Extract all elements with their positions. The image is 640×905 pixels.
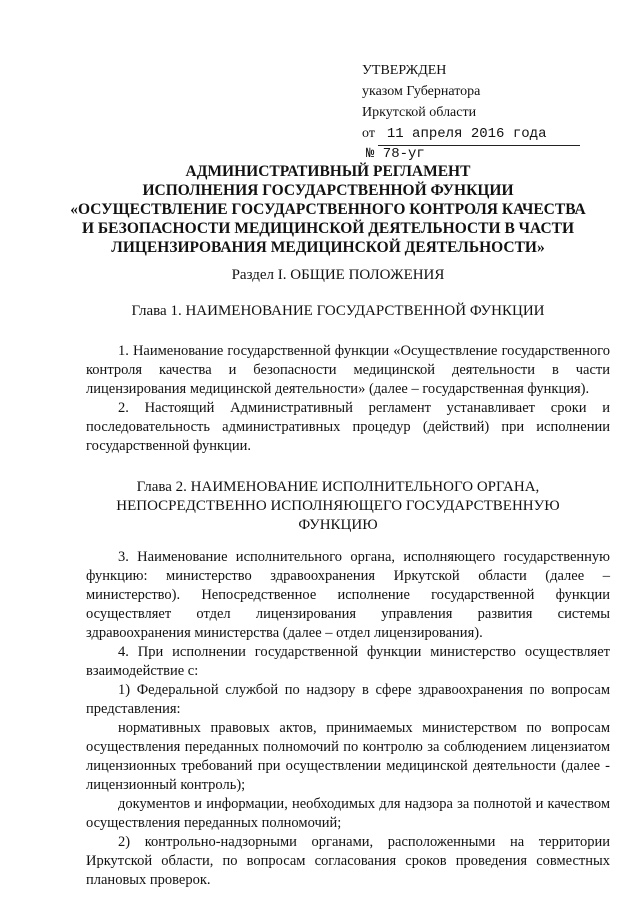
approval-stamp: [362, 60, 580, 165]
title-line: И БЕЗОПАСНОСТИ МЕДИЦИНСКОЙ ДЕЯТЕЛЬНОСТИ В ЧАСТИ: [81, 220, 575, 237]
title-line: АДМИНИСТРАТИВНЫЙ РЕГЛАМЕНТ: [185, 163, 471, 180]
paragraph: 4. При исполнении государственной функции министерство осуществляет взаимодействие с:: [86, 644, 610, 679]
chapter-heading-text: Глава 1. НАИМЕНОВАНИЕ ГОСУДАРСТВЕННОЙ ФУНКЦИИ: [131, 303, 545, 319]
paragraph: 1. Наименование государственной функции «Осуществление государственного контроля качества и безопасности медицинской деятельности в части лицензирования медицинской деятельности» (далее – государственная функция).: [86, 343, 610, 397]
paragraph: 3. Наименование исполнительного органа, исполняющего государственную функцию: министерство здравоохранения Иркутской области (далее – министерство). Непосредственное исполнение государственной функции осуществляет отдел лицензирования управления развития системы здравоохранения министерства (далее – отдел лицензирования).: [86, 549, 610, 641]
paragraph: 2) контрольно-надзорными органами, расположенными на территории Иркутской области, по вопросам согласования сроков проведения совместных плановых проверок.: [86, 834, 610, 888]
title-line: «ОСУЩЕСТВЛЕНИЕ ГОСУДАРСТВЕННОГО КОНТРОЛЯ КАЧЕСТВА: [70, 201, 586, 218]
title-line: ЛИЦЕНЗИРОВАНИЯ МЕДИЦИНСКОЙ ДЕЯТЕЛЬНОСТИ»: [111, 239, 545, 256]
chapter-heading: [60, 302, 616, 321]
chapter-heading: [60, 478, 616, 535]
section-heading: [60, 266, 616, 285]
paragraph: 1) Федеральной службой по надзору в сфере здравоохранения по вопросам представления:: [86, 682, 610, 717]
chapter-heading-line: ФУНКЦИЮ: [298, 517, 378, 533]
approval-date-value: 11 апреля 2016 года: [378, 124, 580, 146]
paragraph: 2. Настоящий Административный регламент устанавливает сроки и последовательность административных процедур (действий) при исполнении государственной функции.: [86, 400, 610, 454]
approval-title: УТВЕРЖДЕН: [362, 63, 447, 78]
approval-region: Иркутской области: [362, 105, 477, 120]
approval-authority: указом Губернатора: [362, 84, 481, 99]
approval-date: [362, 123, 580, 144]
chapter-heading-line: Глава 2. НАИМЕНОВАНИЕ ИСПОЛНИТЕЛЬНОГО ОРГАНА,: [136, 479, 540, 495]
chapter2-body: [86, 548, 610, 890]
document-title: [60, 162, 596, 257]
chapter-heading-line: НЕПОСРЕДСТВЕННО ИСПОЛНЯЮЩЕГО ГОСУДАРСТВЕННУЮ: [116, 498, 560, 514]
chapter1-body: [86, 342, 610, 456]
approval-number: № 78-уг: [366, 146, 425, 162]
paragraph: нормативных правовых актов, принимаемых министерством по вопросам осуществления переданных полномочий по контролю за соблюдением лицензиатом лицензионных требований при осуществлении медицинской деятельности (далее - лицензионный контроль);: [86, 720, 610, 793]
section-heading-text: Раздел I. ОБЩИЕ ПОЛОЖЕНИЯ: [231, 267, 445, 283]
paragraph: документов и информации, необходимых для надзора за полнотой и качеством осуществления переданных полномочий;: [86, 796, 610, 831]
approval-date-prefix: от: [362, 126, 375, 141]
title-line: ИСПОЛНЕНИЯ ГОСУДАРСТВЕННОЙ ФУНКЦИИ: [142, 182, 514, 199]
